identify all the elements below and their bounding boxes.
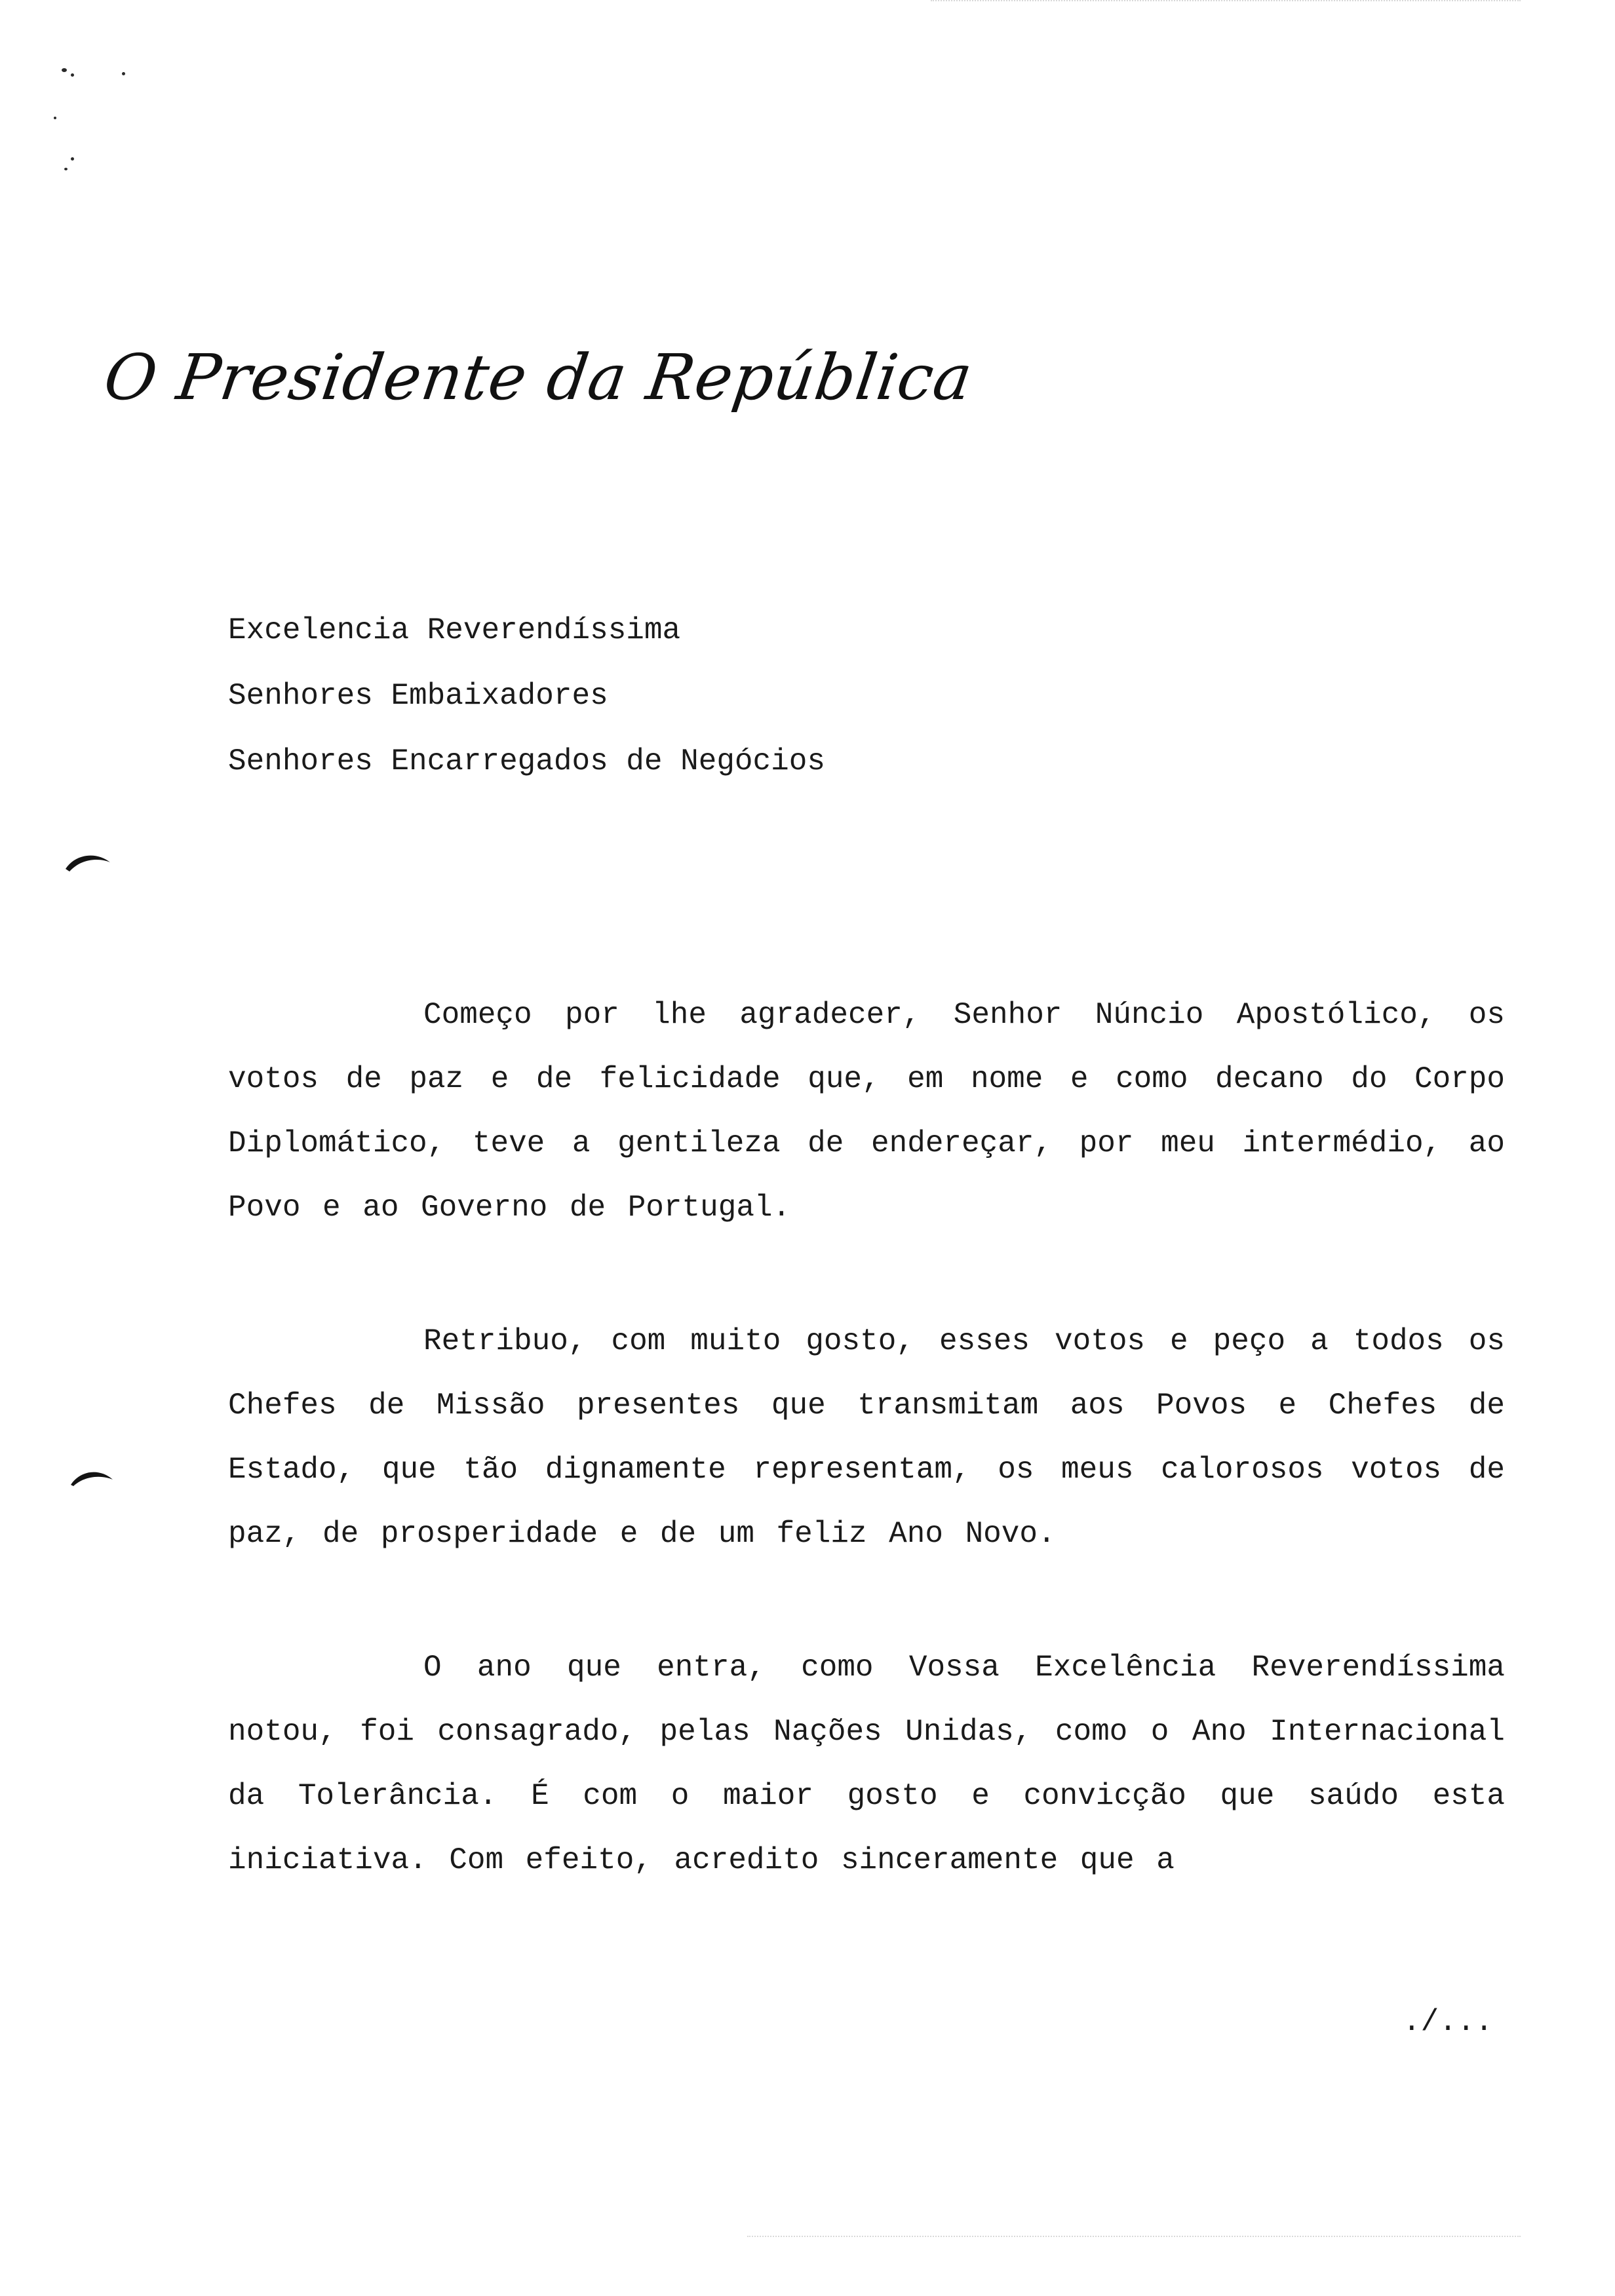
- scan-artifact-bottom: [747, 2236, 1521, 2238]
- scan-artifact-top: [931, 0, 1521, 3]
- salutation-line: Excelencia Reverendíssima: [228, 613, 681, 647]
- body-paragraph: Começo por lhe agradecer, Senhor Núncio Apostólico, os votos de paz e de felicidade que, em nome e como decano do Corpo Diplomático, teve a gentileza de endereçar, por meu intermédio, ao Povo e ao Governo de Portugal.: [228, 998, 1505, 1225]
- scan-speck: [62, 68, 67, 72]
- salutation-block: [228, 598, 825, 794]
- scan-speck: [54, 117, 56, 119]
- body-paragraph: O ano que entra, como Vossa Excelência Reverendíssima notou, foi consagrado, pelas Nações Unidas, como o Ano Internacional da Tolerância. É com o maior gosto e convicção que saúdo esta iniciativa. Com efeito, acredito sinceramente que a: [228, 1651, 1505, 1877]
- scan-speck: [64, 168, 68, 170]
- salutation-line: Senhores Encarregados de Negócios: [228, 744, 825, 778]
- binder-hole-mark: [68, 1465, 115, 1489]
- scan-speck: [71, 157, 74, 161]
- body-paragraph: Retribuo, com muito gosto, esses votos e peço a todos os Chefes de Missão presentes que transmitam aos Povos e Chefes de Estado, que tão dignamente representam, os meus calorosos votos de paz, de prosperidade e de um feliz Ano Novo.: [228, 1324, 1505, 1551]
- binder-hole-mark: [63, 849, 113, 875]
- page-continuation-mark: ./...: [1403, 2005, 1494, 2039]
- salutation-line: Senhores Embaixadores: [228, 679, 608, 713]
- letterhead-title: O Presidente da República: [100, 341, 977, 414]
- scan-speck: [122, 72, 125, 75]
- scan-speck: [71, 73, 74, 77]
